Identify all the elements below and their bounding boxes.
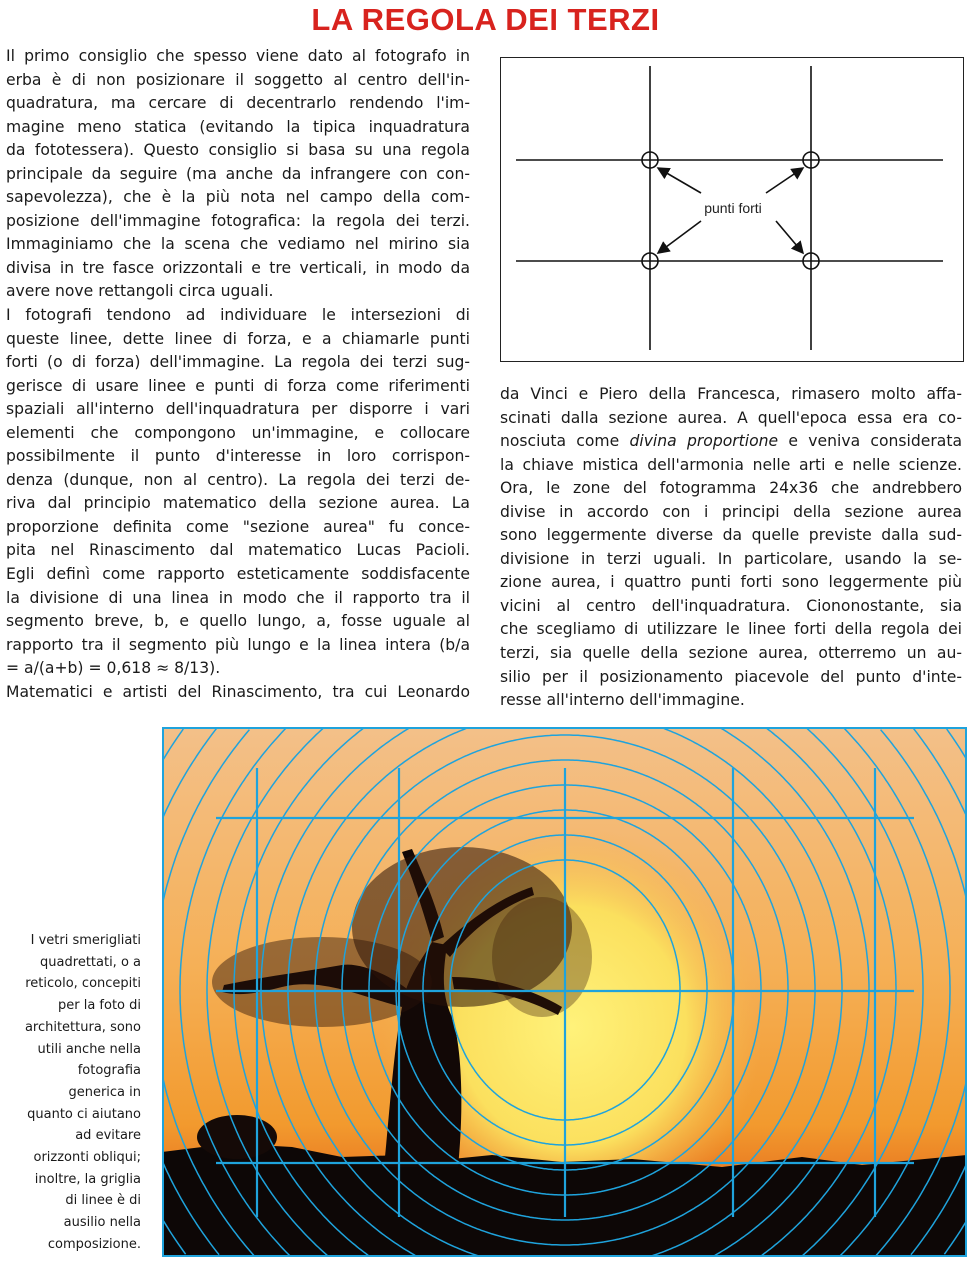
text-line: posizione dell'immagine fotografica: la regola dei terzi.	[6, 211, 470, 230]
text-line: la chiave mistica dell'armonia nelle arti e nelle scienze.	[500, 455, 962, 474]
bush-silhouette	[197, 1115, 277, 1159]
page-title: LA REGOLA DEI TERZI	[311, 2, 660, 37]
diagram-label: punti forti	[704, 200, 762, 216]
text-line: pita nel Rinascimento dal matematico Lucas Pacioli.	[6, 541, 470, 560]
text-line: quadratura, ma cercare di decentrarlo rendendo l'im-	[6, 94, 470, 113]
text-line: spaziali all'interno dell'inquadratura per disporre i vari	[6, 400, 470, 419]
text-line: possibilmente il punto d'interesse in loro corrispon-	[6, 447, 470, 466]
text-line: divisione in terzi uguali. In particolare, usando la se-	[500, 549, 962, 568]
text-line: da fototessera). Questo consiglio si basa su una regola	[6, 141, 470, 160]
caption-line: di linee è di	[65, 1193, 141, 1209]
caption-line: inoltre, la griglia	[34, 1171, 141, 1187]
caption-line: ausilio nella	[63, 1215, 141, 1231]
text-line: Egli definì come rapporto esteticamente soddisfacente	[6, 565, 470, 584]
text-line: Ora, le zone del fotogramma 24x36 che andrebbero	[500, 479, 962, 498]
arrow	[766, 168, 803, 193]
text-line: zione aurea, i quattro punti forti sono leggermente più	[500, 573, 962, 592]
arrow	[776, 221, 803, 253]
text-line: silio per il posizionamento piacevole del punto d'inte-	[500, 667, 962, 686]
text-line: divisa in tre fasce orizzontali e tre verticali, in modo da	[6, 258, 470, 277]
text-line: sapevolezza), che è la più nota nel campo della com-	[6, 188, 470, 207]
body-text-right	[500, 383, 962, 713]
text-line: terzi, sia quelle della sezione aurea, otterremo un au-	[500, 644, 962, 663]
caption-line: reticolo, concepiti	[25, 976, 141, 992]
text-line: queste linee, dette linee di forza, e a chiamarle punti	[6, 329, 470, 348]
text-line: che scegliamo di utilizzare le linee forti della regola dei	[500, 620, 962, 639]
text-line: la divisione di una linea in modo che il rapporto tra il	[6, 588, 470, 607]
caption-line: generica in	[68, 1084, 141, 1100]
text-line: riva dal principio matematico della sezione aurea. La	[6, 494, 470, 513]
body-text-left	[6, 45, 470, 704]
caption-line: composizione.	[47, 1236, 141, 1252]
caption-line: ad evitare	[75, 1128, 141, 1144]
text-line: elementi che compongono un'immagine, e collocare	[6, 423, 470, 442]
text-line: Il primo consiglio che spesso viene dato al fotografo in	[6, 47, 470, 65]
photo-caption	[0, 930, 141, 1256]
diagram-graphic	[501, 58, 962, 360]
text-line: divise in accordo con i principi della sezione aurea	[500, 502, 962, 521]
text-line: gerisce di usare linee e punti di forza come riferimenti	[6, 376, 470, 395]
caption-line: utili anche nella	[37, 1041, 141, 1057]
arrow	[658, 168, 701, 193]
text-line: principale da seguire (ma anche da infrangere con con-	[6, 164, 470, 183]
text-line: nosciuta come divina proportione e veniva considerata	[500, 432, 962, 451]
sunset-tree-photo-with-grid	[162, 727, 967, 1257]
text-line: I fotografi tendono ad individuare le intersezioni di	[6, 306, 470, 325]
text-line: forti (o di forza) dell'immagine. La regola dei terzi sug-	[6, 353, 470, 372]
caption-line: fotografia	[77, 1063, 141, 1079]
caption-line: per la foto di	[57, 998, 141, 1014]
caption-line: quanto ci aiutano	[27, 1106, 141, 1122]
text-line: erba è di non posizionare il soggetto al centro dell'in-	[6, 70, 470, 89]
text-line: Matematici e artisti del Rinascimento, tra cui Leonardo	[6, 682, 470, 701]
text-line: scinati dalla sezione aurea. A quell'epoca essa era co-	[500, 408, 962, 427]
rule-of-thirds-diagram	[500, 57, 964, 362]
text-line: da Vinci e Piero della Francesca, rimasero molto affa-	[500, 385, 962, 403]
text-line: avere nove rettangoli circa uguali.	[6, 282, 274, 301]
text-line: magine meno statica (evitando la tipica inquadratura	[6, 117, 470, 136]
text-line: proporzione definita come "sezione aurea" fu conce-	[6, 517, 470, 536]
caption-line: quadrettati, o a	[40, 954, 141, 970]
text-line: denza (dunque, non al centro). La regola dei terzi de-	[6, 470, 470, 489]
text-line: vicini al centro dell'inquadratura. Ciononostante, sia	[500, 596, 962, 615]
text-line: = a/(a+b) = 0,618 ≈ 8/13).	[6, 659, 221, 678]
photo-graphic	[162, 727, 967, 1257]
text-line: rapporto tra il segmento più lungo e la linea intera (b/a	[6, 635, 470, 654]
caption-line: architettura, sono	[24, 1019, 141, 1035]
text-line: sono leggermente diverse da quelle previste dalla sud-	[500, 526, 962, 545]
text-line: Immaginiamo che la scena che vediamo nel mirino sia	[6, 235, 470, 254]
arrow	[658, 221, 701, 253]
caption-line: orizzonti obliqui;	[33, 1150, 141, 1166]
text-line: segmento breve, b, e quello lungo, a, fosse uguale al	[6, 612, 470, 631]
text-line: resse all'interno dell'immagine.	[500, 691, 745, 710]
caption-line: I vetri smerigliati	[30, 933, 141, 948]
